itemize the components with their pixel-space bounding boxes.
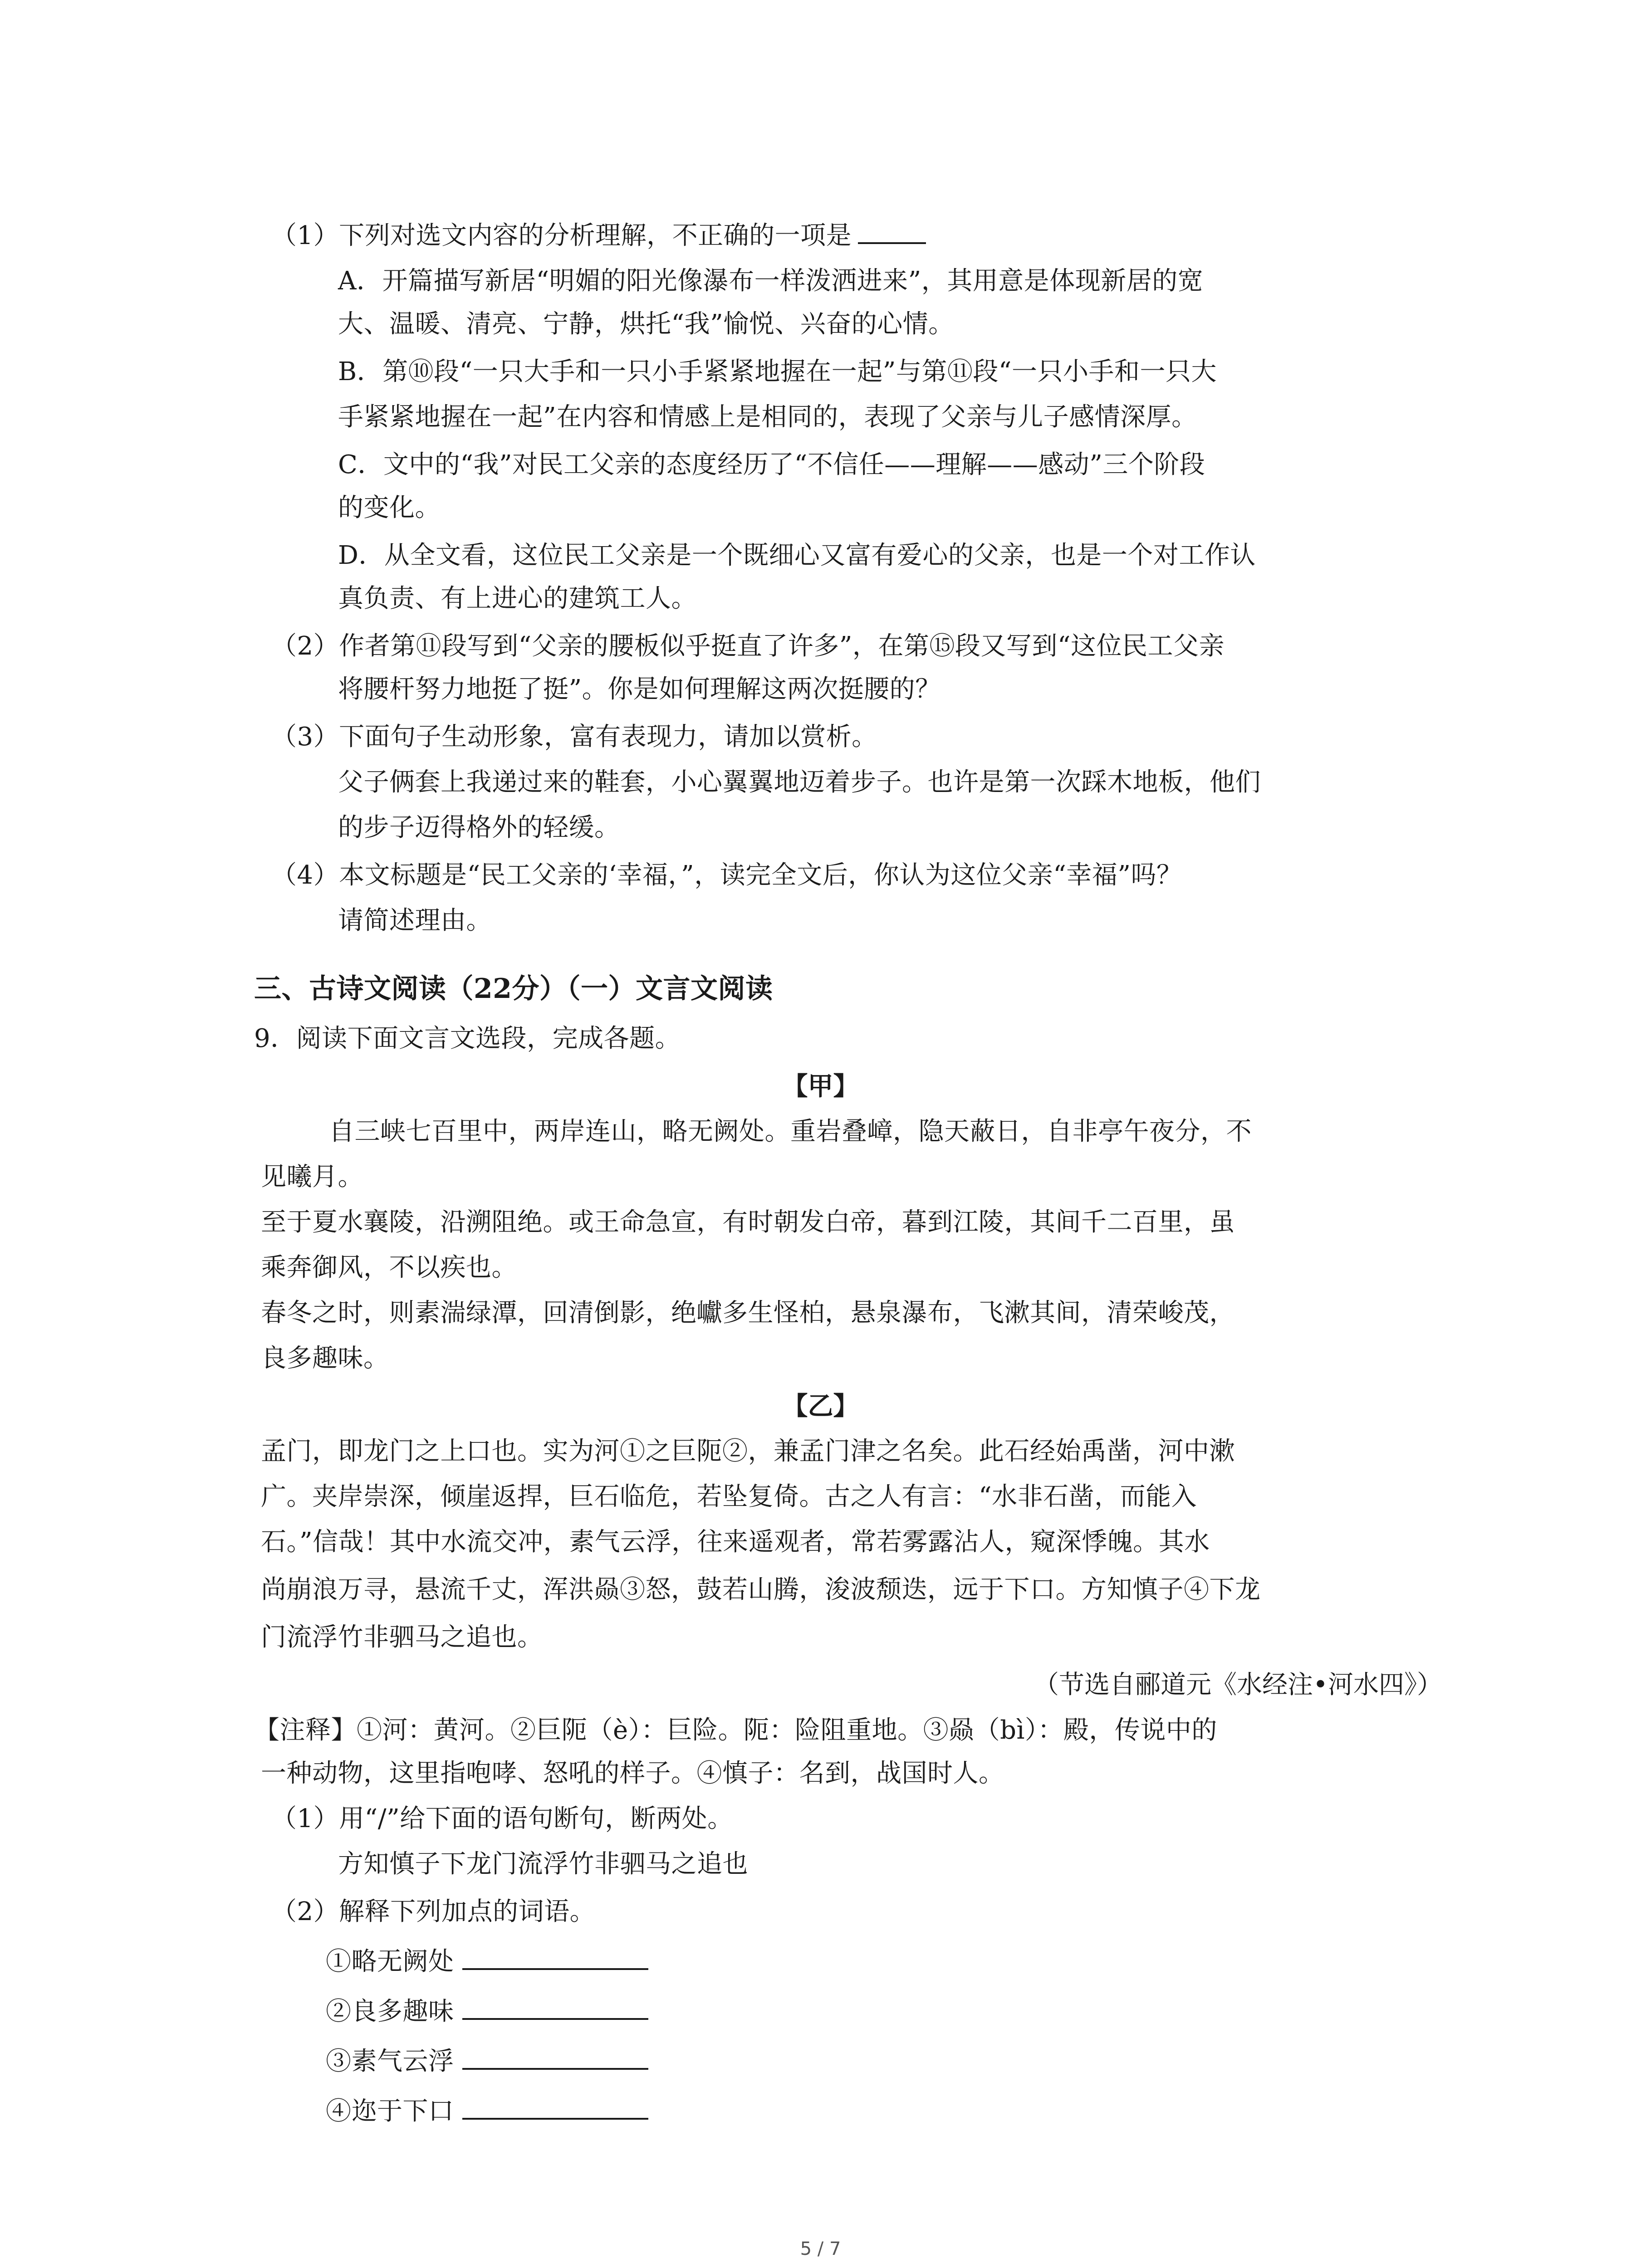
- q1-option-c: C．文中的“我”对民工父亲的态度经历了“不信任——理解——感动”三个阶段: [338, 450, 1205, 479]
- word-item-4: ④迩于下口: [326, 2089, 648, 2134]
- q1-option-b-cont: 手紧紧地握在一起”在内容和情感上是相同的，表现了父亲与儿子感情深厚。: [338, 402, 1197, 432]
- jia-para3-line2: 良多趣味。: [261, 1344, 389, 1373]
- answer-blank-4[interactable]: [462, 2092, 648, 2120]
- annotation-line2: 一种动物，这里指咆哮、怒吼的样子。④慎子：名到，战国时人。: [261, 1759, 1004, 1788]
- jia-para3-line1: 春冬之时，则素湍绿潭，回清倒影，绝巘多生怪柏，悬泉瀑布，飞漱其间，清荣峻茂，: [261, 1298, 1235, 1328]
- q1-option-b: B．第⑩段“一只大手和一只小手紧紧地握在一起”与第⑪段“一只小手和一只大: [338, 357, 1217, 386]
- q3-line2: 父子俩套上我递过来的鞋套，小心翼翼地迈着步子。也许是第一次踩木地板，他们: [338, 767, 1261, 797]
- answer-blank-2[interactable]: [462, 1993, 648, 2020]
- word-item-3: ③素气云浮: [326, 2039, 648, 2084]
- subq1-stem: （1）用“/”给下面的语句断句，断两处。: [271, 1804, 733, 1833]
- yi-line2: 广。夹岸崇深，倾崖返捍，巨石临危，若坠复倚。古之人有言：“水非石凿，而能入: [261, 1482, 1197, 1511]
- q3-line1: （3）下面句子生动形象，富有表现力，请加以赏析。: [271, 722, 877, 752]
- q1-stem: （1）下列对选文内容的分析理解，不正确的一项是: [271, 213, 926, 259]
- q4-line1: （4）本文标题是“民工父亲的‘幸福，”，读完全文后，你认为这位父亲“幸福”吗？: [271, 860, 1182, 890]
- section-heading: 三、古诗文阅读（22分）（一）文言文阅读: [254, 973, 773, 1005]
- q1-option-a: A．开篇描写新居“明媚的阳光像瀑布一样泼洒进来”，其用意是体现新居的宽: [338, 266, 1204, 296]
- q1-option-d: D．从全文看，这位民工父亲是一个既细心又富有爱心的父亲，也是一个对工作认: [338, 541, 1256, 570]
- word-item-2: ②良多趣味: [326, 1989, 648, 2034]
- annotation-line1: 【注释】①河：黄河。②巨阨（è）：巨险。阨：险阻重地。③赑（bì）：殿，传说中的: [254, 1716, 1217, 1745]
- q2-line1: （2）作者第⑪段写到“父亲的腰板似乎挺直了许多”，在第⑮段又写到“这位民工父亲: [271, 631, 1225, 661]
- q1-option-a-cont: 大、温暖、清亮、宁静，烘托“我”愉悦、兴奋的心情。: [338, 309, 954, 339]
- q9-stem: 9．阅读下面文言文选段，完成各题。: [254, 1024, 681, 1053]
- jia-para2-line2: 乘奔御风，不以疾也。: [261, 1253, 517, 1282]
- q1-option-d-cont: 真负责、有上进心的建筑工人。: [338, 584, 697, 613]
- q1-option-c-cont: 的变化。: [338, 493, 441, 523]
- passage-yi-title: 【乙】: [782, 1391, 859, 1421]
- q3-line3: 的步子迈得格外的轻缓。: [338, 813, 620, 842]
- page-number: 5 / 7: [800, 2239, 841, 2259]
- jia-para2-line1: 至于夏水襄陵，沿溯阻绝。或王命急宣，有时朝发白帝，暮到江陵，其间千二百里，虽: [261, 1207, 1235, 1237]
- answer-blank-1[interactable]: [462, 1943, 648, 1970]
- word-item-1: ①略无阙处: [326, 1939, 648, 1984]
- answer-blank-3[interactable]: [462, 2043, 648, 2070]
- jia-para1-line1: 自三峡七百里中，两岸连山，略无阙处。重岩叠嶂，隐天蔽日，自非亭午夜分，不: [329, 1117, 1252, 1146]
- yi-line3: 石。”信哉！其中水流交冲，素气云浮，往来遥观者，常若雾露沾人，窥深悸魄。其水: [261, 1527, 1210, 1557]
- subq2-stem: （2）解释下列加点的词语。: [271, 1897, 596, 1926]
- subq1-sentence: 方知慎子下龙门流浮竹非驷马之追也: [338, 1849, 748, 1879]
- yi-line4: 尚崩浪万寻，悬流千丈，浑洪赑③怒，鼓若山腾，浚波颓迭，远于下口。方知慎子④下龙: [261, 1575, 1261, 1604]
- yi-line5: 门流浮竹非驷马之追也。: [261, 1623, 543, 1652]
- yi-line1: 孟门，即龙门之上口也。实为河①之巨阨②，兼孟门津之名矣。此石经始禹凿，河中漱: [261, 1437, 1235, 1466]
- passage-jia-title: 【甲】: [782, 1071, 859, 1101]
- q4-line2: 请简述理由。: [338, 906, 492, 935]
- answer-blank[interactable]: [858, 217, 926, 244]
- jia-para1-line2: 见曦月。: [261, 1162, 363, 1192]
- passage-source: （节选自郦道元《水经注•河水四》）: [1033, 1670, 1442, 1700]
- q2-line2: 将腰杆努力地挺了挺”。你是如何理解这两次挺腰的？: [338, 675, 941, 704]
